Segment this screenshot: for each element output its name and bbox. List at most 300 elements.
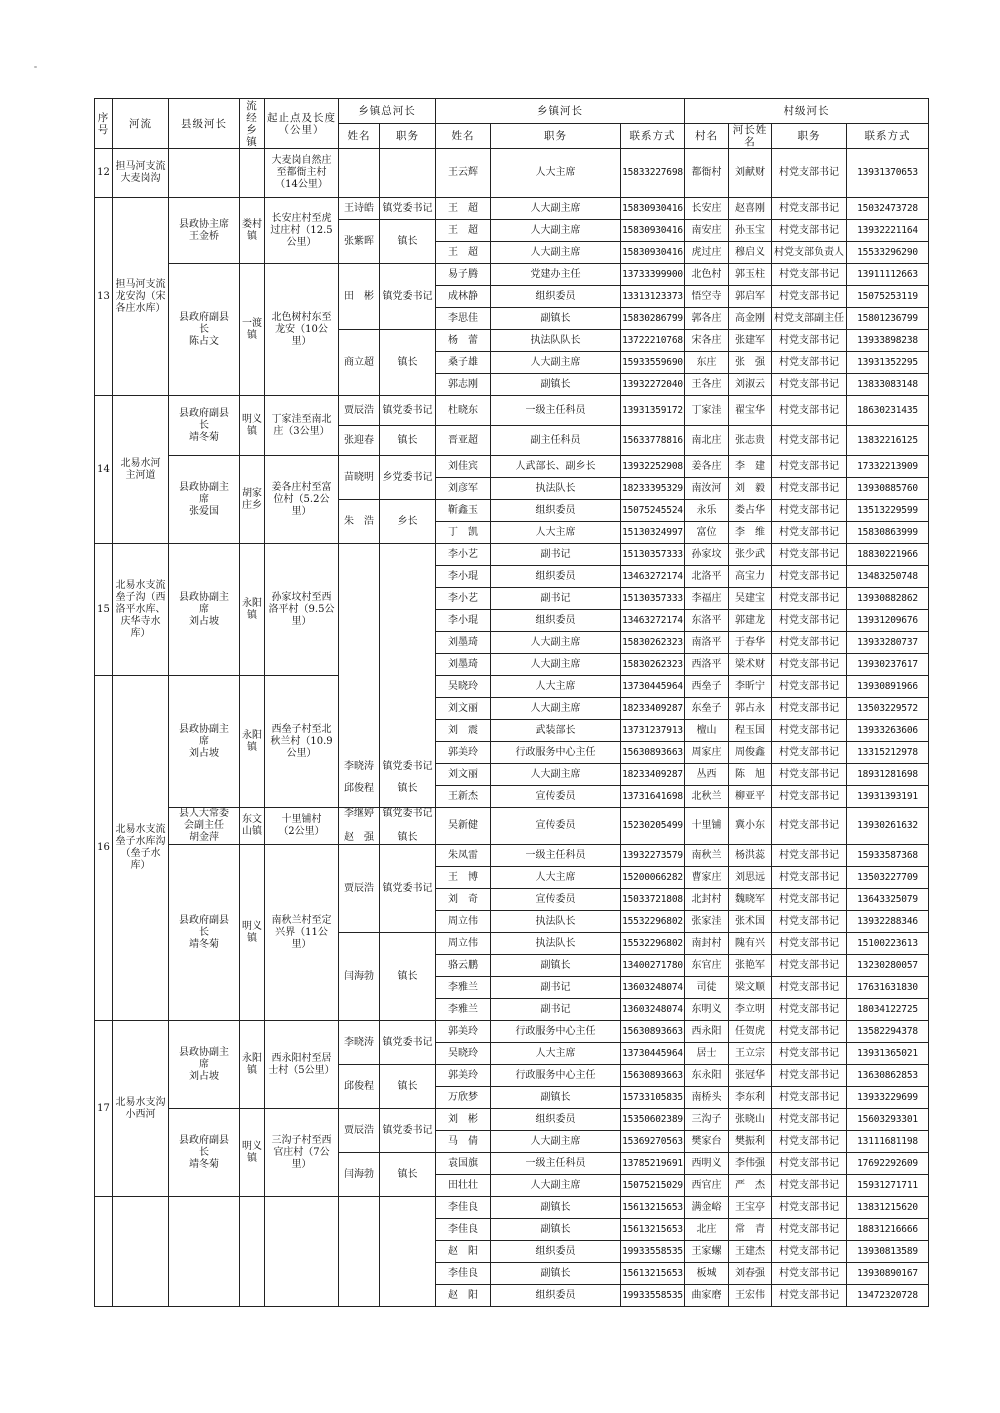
village-chief-name: 张建军 bbox=[729, 330, 772, 352]
town-chief-name: 李雅兰 bbox=[436, 977, 491, 999]
town-chief-position: 一级主任科员 bbox=[491, 1153, 621, 1175]
town-passed: 永阳 镇 bbox=[240, 1021, 265, 1109]
town-chief-position: 人大副主席 bbox=[491, 352, 621, 374]
village-chief-name: 王立宗 bbox=[729, 1043, 772, 1065]
town-chief-phone: 13730445964 bbox=[621, 676, 685, 698]
merged-general-name: 李晓涛 bbox=[344, 761, 374, 772]
village-chief-position: 村党支部书记 bbox=[772, 977, 847, 999]
village-chief-phone: 15603293301 bbox=[847, 1109, 929, 1131]
town-chief-phone: 13603248074 bbox=[621, 977, 685, 999]
town-chief-name: 李佳良 bbox=[436, 1197, 491, 1219]
town-chief-position: 组织委员 bbox=[491, 566, 621, 588]
table-row bbox=[95, 1021, 929, 1043]
village-chief-phone: 13930237617 bbox=[847, 654, 929, 676]
village-chief-position: 村党支部书记 bbox=[772, 220, 847, 242]
river-seq: 13 bbox=[95, 198, 113, 396]
town-chief-position: 副镇长 bbox=[491, 1263, 621, 1285]
general-chief-name: 贾辰浩 bbox=[339, 845, 380, 933]
village-chief-phone: 13931365021 bbox=[847, 1043, 929, 1065]
town-chief-phone: 15830262323 bbox=[621, 654, 685, 676]
town-chief-position: 宣传委员 bbox=[491, 889, 621, 911]
town-chief-position: 执法队长 bbox=[491, 911, 621, 933]
town-chief-name: 赵 阳 bbox=[436, 1241, 491, 1263]
village-chief-name: 周俊鑫 bbox=[729, 742, 772, 764]
village-chief-name: 程玉国 bbox=[729, 720, 772, 742]
village-name: 北色村 bbox=[685, 264, 729, 286]
table-row bbox=[95, 808, 929, 845]
town-chief-position: 组织委员 bbox=[491, 610, 621, 632]
village-chief-phone: 13582294378 bbox=[847, 1021, 929, 1043]
village-chief-phone: 15933587368 bbox=[847, 845, 929, 867]
general-chief-position: 镇党委书记 bbox=[380, 845, 436, 933]
village-chief-name: 穆启义 bbox=[729, 242, 772, 264]
town-chief-position: 党建办主任 bbox=[491, 264, 621, 286]
general-chief-name: 闫海勃 bbox=[339, 933, 380, 1021]
village-chief-name: 严 杰 bbox=[729, 1175, 772, 1197]
town-chief-position: 宣传委员 bbox=[491, 786, 621, 808]
subheader-town-contact: 联系方式 bbox=[621, 124, 685, 149]
county-chief: 县人大常委 会副主任 胡金萍 bbox=[169, 808, 240, 845]
village-name: 张家洼 bbox=[685, 911, 729, 933]
town-chief-position: 行政服务中心主任 bbox=[491, 1021, 621, 1043]
village-chief-phone: 13930890167 bbox=[847, 1263, 929, 1285]
town-chief-name: 郭美玲 bbox=[436, 1065, 491, 1087]
village-chief-phone: 13931370653 bbox=[847, 149, 929, 198]
village-chief-name: 郭启军 bbox=[729, 286, 772, 308]
town-chief-position: 人大主席 bbox=[491, 867, 621, 889]
town-chief-name: 郭志刚 bbox=[436, 374, 491, 396]
county-chief: 县政府副县 长 陈占文 bbox=[169, 264, 240, 396]
town-chief-name: 王 超 bbox=[436, 220, 491, 242]
village-chief-name: 陈 旭 bbox=[729, 764, 772, 786]
village-name: 南桥头 bbox=[685, 1087, 729, 1109]
town-chief-position: 人大副主席 bbox=[491, 198, 621, 220]
town-chief-name: 王新杰 bbox=[436, 786, 491, 808]
village-name: 东庄 bbox=[685, 352, 729, 374]
merged-general-position: 镇长 bbox=[397, 783, 418, 794]
village-chief-phone: 13832216125 bbox=[847, 426, 929, 456]
village-chief-position: 村党支部书记 bbox=[772, 867, 847, 889]
table-row bbox=[95, 1197, 929, 1219]
village-chief-name: 郭建龙 bbox=[729, 610, 772, 632]
town-chief-phone: 15933559690 bbox=[621, 352, 685, 374]
col-river-header: 河流 bbox=[113, 99, 169, 149]
village-chief-name: 于春华 bbox=[729, 632, 772, 654]
table-row bbox=[95, 264, 929, 286]
village-chief-name: 张志贵 bbox=[729, 426, 772, 456]
town-chief-position: 副镇长 bbox=[491, 308, 621, 330]
town-chief-phone: 18233409287 bbox=[621, 698, 685, 720]
village-chief-name: 刘春强 bbox=[729, 1263, 772, 1285]
general-chief-name: 张迎春 bbox=[339, 426, 380, 456]
town-chief-name: 郭美玲 bbox=[436, 1021, 491, 1043]
town-chief-position: 执法队队长 bbox=[491, 330, 621, 352]
town-chief-phone: 15350602389 bbox=[621, 1109, 685, 1131]
village-chief-phone: 13931393191 bbox=[847, 786, 929, 808]
village-chief-phone: 13503227709 bbox=[847, 867, 929, 889]
village-chief-name: 刘淑云 bbox=[729, 374, 772, 396]
village-name: 三沟子 bbox=[685, 1109, 729, 1131]
general-chief-empty bbox=[339, 1197, 380, 1307]
town-chief-phone: 13463272174 bbox=[621, 566, 685, 588]
village-name: 南安庄 bbox=[685, 220, 729, 242]
village-name: 西永阳 bbox=[685, 1021, 729, 1043]
general-chief-empty bbox=[339, 149, 380, 198]
town-chief-name: 李小琨 bbox=[436, 610, 491, 632]
general-chief-names: 李继婷 赵 强 bbox=[339, 808, 380, 845]
village-chief-phone: 13931209676 bbox=[847, 610, 929, 632]
village-chief-position: 村党支部书记 bbox=[772, 676, 847, 698]
village-chief-name: 李伟强 bbox=[729, 1153, 772, 1175]
table-row bbox=[95, 544, 929, 566]
town-chief-name: 丁 凯 bbox=[436, 522, 491, 544]
village-name: 西明义 bbox=[685, 1153, 729, 1175]
village-chief-phone: 13315212978 bbox=[847, 742, 929, 764]
village-chief-phone: 13630862853 bbox=[847, 1065, 929, 1087]
town-chief-phone: 13731237913 bbox=[621, 720, 685, 742]
town-chief-phone: 15830930416 bbox=[621, 198, 685, 220]
village-chief-position: 村党支部书记 bbox=[772, 955, 847, 977]
town-chief-phone: 15075245524 bbox=[621, 500, 685, 522]
river-range: 长安庄村至虎 过庄村（12.5 公里） bbox=[265, 198, 339, 264]
village-chief-name: 李 建 bbox=[729, 456, 772, 478]
village-name: 东官庄 bbox=[685, 955, 729, 977]
river-name: 北易水支流 垒子沟（西 洛平水库、 庆华寺水 库） bbox=[113, 544, 169, 676]
town-chief-name: 王 博 bbox=[436, 867, 491, 889]
village-chief-position: 村党支部书记 bbox=[772, 889, 847, 911]
town-chief-phone: 15830930416 bbox=[621, 242, 685, 264]
town-chief-name: 田壮壮 bbox=[436, 1175, 491, 1197]
county-chief: 县政府副县 长 靖冬菊 bbox=[169, 1109, 240, 1197]
village-chief-position: 村党支部书记 bbox=[772, 264, 847, 286]
village-name: 王各庄 bbox=[685, 374, 729, 396]
town-chief-phone: 15833227698 bbox=[621, 149, 685, 198]
general-chief-position: 镇长 bbox=[380, 1153, 436, 1197]
village-chief-position: 村党支部书记 bbox=[772, 588, 847, 610]
town-chief-phone: 15630893663 bbox=[621, 1065, 685, 1087]
town-chief-name: 赵 阳 bbox=[436, 1285, 491, 1307]
village-chief-position: 村党支部书记 bbox=[772, 1263, 847, 1285]
town-chief-phone: 18233409287 bbox=[621, 764, 685, 786]
village-chief-phone: 13513229599 bbox=[847, 500, 929, 522]
village-chief-phone: 13932221164 bbox=[847, 220, 929, 242]
town-chief-phone: 13932273579 bbox=[621, 845, 685, 867]
subheader-chief-name: 河长姓名 bbox=[729, 124, 772, 149]
village-chief-phone: 15533296290 bbox=[847, 242, 929, 264]
town-chief-phone: 15200066282 bbox=[621, 867, 685, 889]
county-chief: 县政协副主 席 刘占坡 bbox=[169, 544, 240, 676]
subheader-town-name: 姓名 bbox=[436, 124, 491, 149]
table-row bbox=[95, 1109, 929, 1131]
town-chief-name: 刘 彬 bbox=[436, 1109, 491, 1131]
town-chief-position: 一级主任科员 bbox=[491, 396, 621, 426]
town-chief-phone: 19933558535 bbox=[621, 1285, 685, 1307]
town-chief-position: 一级主任科员 bbox=[491, 845, 621, 867]
subheader-general-name: 姓名 bbox=[339, 124, 380, 149]
town-chief-phone: 13722210768 bbox=[621, 330, 685, 352]
town-passed bbox=[240, 1197, 265, 1307]
merged-name-stack bbox=[339, 544, 379, 802]
table-row bbox=[95, 845, 929, 867]
town-chief-position: 人大副主席 bbox=[491, 632, 621, 654]
village-name: 西官庄 bbox=[685, 1175, 729, 1197]
village-chief-phone: 18034122725 bbox=[847, 999, 929, 1021]
general-chief-position: 镇长 bbox=[380, 330, 436, 396]
village-chief-name: 李昕宁 bbox=[729, 676, 772, 698]
general-chief-name: 李晓涛 bbox=[339, 1021, 380, 1065]
village-chief-name: 赵喜刚 bbox=[729, 198, 772, 220]
town-chief-name: 杜晓东 bbox=[436, 396, 491, 426]
village-chief-phone: 13930891966 bbox=[847, 676, 929, 698]
village-name: 北秋兰 bbox=[685, 786, 729, 808]
village-chief-phone: 13503229572 bbox=[847, 698, 929, 720]
village-chief-name: 翟宝华 bbox=[729, 396, 772, 426]
county-chief: 县政协主席 王金桥 bbox=[169, 198, 240, 264]
village-name: 周家庄 bbox=[685, 742, 729, 764]
village-chief-position: 村党支部书记 bbox=[772, 933, 847, 955]
village-chief-name: 张冠华 bbox=[729, 1065, 772, 1087]
general-chief-name: 商立超 bbox=[339, 330, 380, 396]
village-chief-name: 郭玉柱 bbox=[729, 264, 772, 286]
village-chief-name: 刘献财 bbox=[729, 149, 772, 198]
river-name: 担马河支流 大麦岗沟 bbox=[113, 149, 169, 198]
town-chief-phone: 18233395329 bbox=[621, 478, 685, 500]
village-chief-phone: 13111681198 bbox=[847, 1131, 929, 1153]
town-passed: 永阳 镇 bbox=[240, 544, 265, 676]
town-chief-position: 人大主席 bbox=[491, 149, 621, 198]
village-chief-position: 村党支部书记 bbox=[772, 1219, 847, 1241]
town-chief-phone: 15733105835 bbox=[621, 1087, 685, 1109]
village-chief-name: 张艳军 bbox=[729, 955, 772, 977]
general-chief-position: 镇长 bbox=[380, 220, 436, 264]
subheader-general-position: 职务 bbox=[380, 124, 436, 149]
general-chief-name: 张紫晖 bbox=[339, 220, 380, 264]
town-chief-position: 副书记 bbox=[491, 588, 621, 610]
town-passed: 永阳 镇 bbox=[240, 676, 265, 808]
village-chief-name: 张术国 bbox=[729, 911, 772, 933]
village-name: 南秋兰 bbox=[685, 845, 729, 867]
village-name: 司徒 bbox=[685, 977, 729, 999]
village-chief-phone: 13933263606 bbox=[847, 720, 929, 742]
town-chief-position: 组织委员 bbox=[491, 1285, 621, 1307]
village-chief-name: 刘思远 bbox=[729, 867, 772, 889]
town-chief-phone: 15033721808 bbox=[621, 889, 685, 911]
town-chief-name: 万欣梦 bbox=[436, 1087, 491, 1109]
town-chief-name: 周立伟 bbox=[436, 933, 491, 955]
town-chief-name: 刘文丽 bbox=[436, 764, 491, 786]
town-chief-phone: 15532296802 bbox=[621, 933, 685, 955]
village-chief-name: 王建杰 bbox=[729, 1241, 772, 1263]
town-chief-name: 刘彦军 bbox=[436, 478, 491, 500]
village-chief-name: 杨洪蕊 bbox=[729, 845, 772, 867]
village-chief-position: 村党支部书记 bbox=[772, 786, 847, 808]
village-name: 北封村 bbox=[685, 889, 729, 911]
town-chief-phone: 13400271780 bbox=[621, 955, 685, 977]
town-chief-position: 副镇长 bbox=[491, 1087, 621, 1109]
river-range: 姜各庄村至富 位村（5.2公 里） bbox=[265, 456, 339, 544]
village-name: 十里铺 bbox=[685, 808, 729, 845]
village-chief-phone: 13933280737 bbox=[847, 632, 929, 654]
village-chief-position: 村党支部书记 bbox=[772, 500, 847, 522]
village-chief-position: 村党支部书记 bbox=[772, 286, 847, 308]
county-chief bbox=[169, 149, 240, 198]
general-chief-merged-position bbox=[380, 544, 436, 808]
village-chief-position: 村党支部书记 bbox=[772, 149, 847, 198]
town-chief-phone: 15130324997 bbox=[621, 522, 685, 544]
village-name: 居士 bbox=[685, 1043, 729, 1065]
village-chief-position: 村党支部书记 bbox=[772, 456, 847, 478]
subheader-village-contact: 联系方式 bbox=[847, 124, 929, 149]
village-chief-position: 村党支部书记 bbox=[772, 1241, 847, 1263]
village-chief-position: 村党支部书记 bbox=[772, 999, 847, 1021]
village-name: 郭各庄 bbox=[685, 308, 729, 330]
village-chief-name: 李 维 bbox=[729, 522, 772, 544]
county-chief: 县政府副县 长 靖冬菊 bbox=[169, 845, 240, 1021]
village-chief-phone: 13230280057 bbox=[847, 955, 929, 977]
town-chief-name: 李雅兰 bbox=[436, 999, 491, 1021]
table-row bbox=[95, 149, 929, 198]
village-chief-phone: 18831216666 bbox=[847, 1219, 929, 1241]
town-chief-name: 刘墨琦 bbox=[436, 632, 491, 654]
river-seq bbox=[95, 1197, 113, 1307]
town-chief-name: 周立伟 bbox=[436, 911, 491, 933]
village-name: 曹家庄 bbox=[685, 867, 729, 889]
town-chief-position: 副书记 bbox=[491, 977, 621, 999]
village-name: 悟空寺 bbox=[685, 286, 729, 308]
village-chief-name: 张少武 bbox=[729, 544, 772, 566]
village-chief-position: 村党支部书记 bbox=[772, 808, 847, 845]
village-chief-name: 娄占华 bbox=[729, 500, 772, 522]
general-chief-name: 王诗皓 bbox=[339, 198, 380, 220]
town-chief-name: 王 超 bbox=[436, 242, 491, 264]
village-name: 宋各庄 bbox=[685, 330, 729, 352]
village-chief-name: 冀小东 bbox=[729, 808, 772, 845]
town-chief-name: 骆云鹏 bbox=[436, 955, 491, 977]
col-town-chief-header: 乡镇河长 bbox=[436, 99, 685, 124]
town-passed: 一渡 镇 bbox=[240, 264, 265, 396]
village-chief-phone: 17692292609 bbox=[847, 1153, 929, 1175]
table-row bbox=[95, 456, 929, 478]
subheader-village-name: 村名 bbox=[685, 124, 729, 149]
general-chief-position: 镇党委书记 bbox=[380, 396, 436, 426]
village-name: 王家螺 bbox=[685, 1241, 729, 1263]
town-chief-position: 人大副主席 bbox=[491, 698, 621, 720]
village-chief-position: 村党支部书记 bbox=[772, 654, 847, 676]
town-passed: 东文 山镇 bbox=[240, 808, 265, 845]
town-chief-name: 王云辉 bbox=[436, 149, 491, 198]
village-name: 满金峪 bbox=[685, 1197, 729, 1219]
river-range: 孙家坟村至西 洛平村（9.5公 里） bbox=[265, 544, 339, 676]
town-chief-position: 人大副主席 bbox=[491, 764, 621, 786]
village-chief-position: 村党支部书记 bbox=[772, 1087, 847, 1109]
table-row bbox=[95, 198, 929, 220]
town-chief-phone: 15369270563 bbox=[621, 1131, 685, 1153]
merged-position-stack bbox=[380, 544, 435, 802]
village-name: 富位 bbox=[685, 522, 729, 544]
general-chief-name: 朱 浩 bbox=[339, 500, 380, 544]
town-passed: 明义 镇 bbox=[240, 845, 265, 1021]
town-chief-position: 副镇长 bbox=[491, 955, 621, 977]
town-chief-position: 人大主席 bbox=[491, 522, 621, 544]
town-chief-position: 组织委员 bbox=[491, 286, 621, 308]
village-name: 曲家磨 bbox=[685, 1285, 729, 1307]
town-chief-name: 刘 震 bbox=[436, 720, 491, 742]
village-chief-position: 村党支部书记 bbox=[772, 198, 847, 220]
village-name: 南汝河 bbox=[685, 478, 729, 500]
general-chief-name: 闫海勃 bbox=[339, 1153, 380, 1197]
town-chief-phone: 15230205499 bbox=[621, 808, 685, 845]
village-chief-position: 村党支部书记 bbox=[772, 610, 847, 632]
village-chief-phone: 15032473728 bbox=[847, 198, 929, 220]
general-chief-position: 镇长 bbox=[380, 1065, 436, 1109]
village-chief-phone: 15100223613 bbox=[847, 933, 929, 955]
town-chief-position: 组织委员 bbox=[491, 500, 621, 522]
town-chief-name: 李佳良 bbox=[436, 1219, 491, 1241]
village-name: 樊家台 bbox=[685, 1131, 729, 1153]
village-chief-position: 村党支部书记 bbox=[772, 1285, 847, 1307]
village-name: 檀山 bbox=[685, 720, 729, 742]
town-chief-phone: 15830286799 bbox=[621, 308, 685, 330]
town-chief-position: 人大副主席 bbox=[491, 242, 621, 264]
village-name: 永乐 bbox=[685, 500, 729, 522]
town-chief-position: 人大副主席 bbox=[491, 1131, 621, 1153]
village-chief-name: 魏晓军 bbox=[729, 889, 772, 911]
town-chief-position: 人大主席 bbox=[491, 676, 621, 698]
town-chief-name: 李思佳 bbox=[436, 308, 491, 330]
town-chief-phone: 15130357333 bbox=[621, 588, 685, 610]
general-chief-position: 镇党委书记 bbox=[380, 264, 436, 330]
village-chief-phone: 13930261632 bbox=[847, 808, 929, 845]
town-chief-name: 桑子雄 bbox=[436, 352, 491, 374]
river-chief-table-sheet bbox=[94, 98, 928, 1307]
village-chief-position: 村党支部副主任 bbox=[772, 308, 847, 330]
village-name: 西洛平 bbox=[685, 654, 729, 676]
general-chief-empty bbox=[380, 1197, 436, 1307]
town-chief-position: 副镇长 bbox=[491, 1219, 621, 1241]
village-chief-phone: 13933898238 bbox=[847, 330, 929, 352]
town-passed: 娄村 镇 bbox=[240, 198, 265, 264]
town-chief-name: 吴新健 bbox=[436, 808, 491, 845]
village-name: 西垒子 bbox=[685, 676, 729, 698]
merged-general-name: 邱俊程 bbox=[344, 783, 374, 794]
village-name: 姜各庄 bbox=[685, 456, 729, 478]
town-chief-position: 行政服务中心主任 bbox=[491, 742, 621, 764]
village-chief-position: 村党支部书记 bbox=[772, 1175, 847, 1197]
town-passed bbox=[240, 149, 265, 198]
village-chief-position: 村党支部书记 bbox=[772, 764, 847, 786]
town-chief-position: 人大副主席 bbox=[491, 220, 621, 242]
town-chief-name: 杨 蕾 bbox=[436, 330, 491, 352]
village-name: 东明义 bbox=[685, 999, 729, 1021]
town-passed: 胡家 庄乡 bbox=[240, 456, 265, 544]
town-chief-name: 朱凤雷 bbox=[436, 845, 491, 867]
general-chief-merged-name bbox=[339, 544, 380, 808]
village-chief-position: 村党支部书记 bbox=[772, 352, 847, 374]
general-chief-position: 镇党委书记 bbox=[380, 198, 436, 220]
town-chief-name: 吴晓玲 bbox=[436, 1043, 491, 1065]
town-chief-phone: 15633778816 bbox=[621, 426, 685, 456]
village-chief-position: 村党支部书记 bbox=[772, 1109, 847, 1131]
village-chief-name: 张 强 bbox=[729, 352, 772, 374]
river-range bbox=[265, 1197, 339, 1307]
town-chief-phone: 15630893663 bbox=[621, 742, 685, 764]
village-chief-name: 吴建宝 bbox=[729, 588, 772, 610]
river-chief-table bbox=[94, 98, 929, 1307]
village-name: 东洛平 bbox=[685, 610, 729, 632]
col-seq-header: 序 号 bbox=[95, 99, 113, 149]
village-chief-phone: 17332213909 bbox=[847, 456, 929, 478]
river-range: 大麦岗自然庄 至都衙主村 （14公里） bbox=[265, 149, 339, 198]
